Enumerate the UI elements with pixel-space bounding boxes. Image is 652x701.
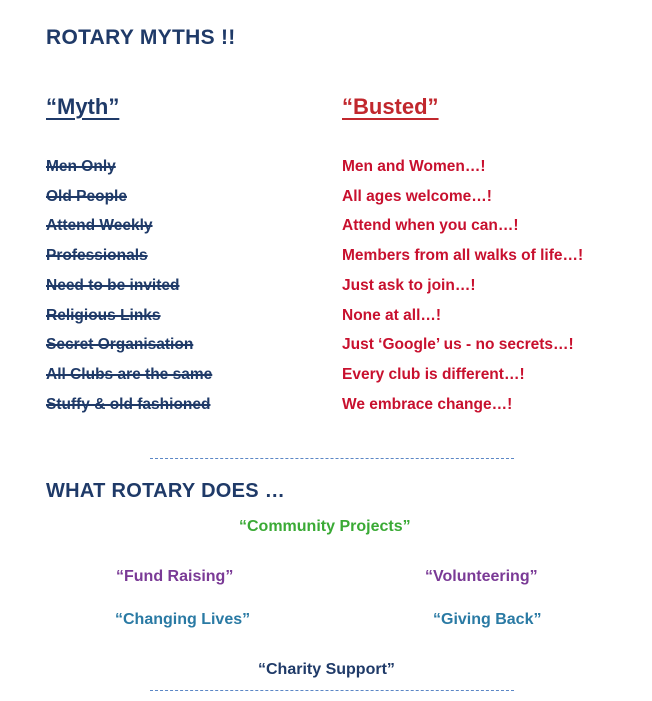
myth-text: Attend Weekly — [46, 217, 153, 234]
busted-text: We embrace change…! — [342, 396, 513, 413]
myth-text: Professionals — [46, 247, 148, 264]
giving-back-label: “Giving Back” — [433, 611, 542, 628]
divider — [150, 458, 514, 459]
table-row — [0, 336, 652, 366]
busted-text: None at all…! — [342, 307, 442, 324]
myth-text: Old People — [46, 188, 127, 205]
table-row — [0, 217, 652, 247]
busted-text: Just ‘Google’ us - no secrets…! — [342, 336, 574, 353]
myth-text: Need to be invited — [46, 277, 180, 294]
busted-column-header: “Busted” — [342, 94, 439, 119]
myth-text: Stuffy & old fashioned — [46, 396, 211, 413]
busted-text: Every club is different…! — [342, 366, 525, 383]
table-row — [0, 188, 652, 218]
changing-lives-label: “Changing Lives” — [115, 611, 251, 628]
table-row — [0, 158, 652, 188]
myth-text: Religious Links — [46, 307, 161, 324]
myth-text: Secret Organisation — [46, 336, 194, 353]
table-row — [0, 307, 652, 337]
busted-text: Attend when you can…! — [342, 217, 519, 234]
table-row — [0, 247, 652, 277]
community-projects-label: “Community Projects” — [239, 518, 411, 535]
busted-text: Men and Women…! — [342, 158, 486, 175]
charity-support-label: “Charity Support” — [258, 661, 395, 678]
table-row — [0, 277, 652, 307]
myth-column-header: “Myth” — [46, 94, 120, 119]
myth-text: All Clubs are the same — [46, 366, 213, 383]
busted-text: All ages welcome…! — [342, 188, 492, 205]
busted-text: Just ask to join…! — [342, 277, 476, 294]
page-title: ROTARY MYTHS !! — [46, 26, 236, 49]
volunteering-label: “Volunteering” — [425, 568, 538, 585]
table-row — [0, 396, 652, 426]
busted-text: Members from all walks of life…! — [342, 247, 584, 264]
table-row — [0, 366, 652, 396]
divider — [150, 690, 514, 691]
fund-raising-label: “Fund Raising” — [116, 568, 234, 585]
section-title: WHAT ROTARY DOES … — [46, 480, 286, 502]
myth-text: Men Only — [46, 158, 116, 175]
